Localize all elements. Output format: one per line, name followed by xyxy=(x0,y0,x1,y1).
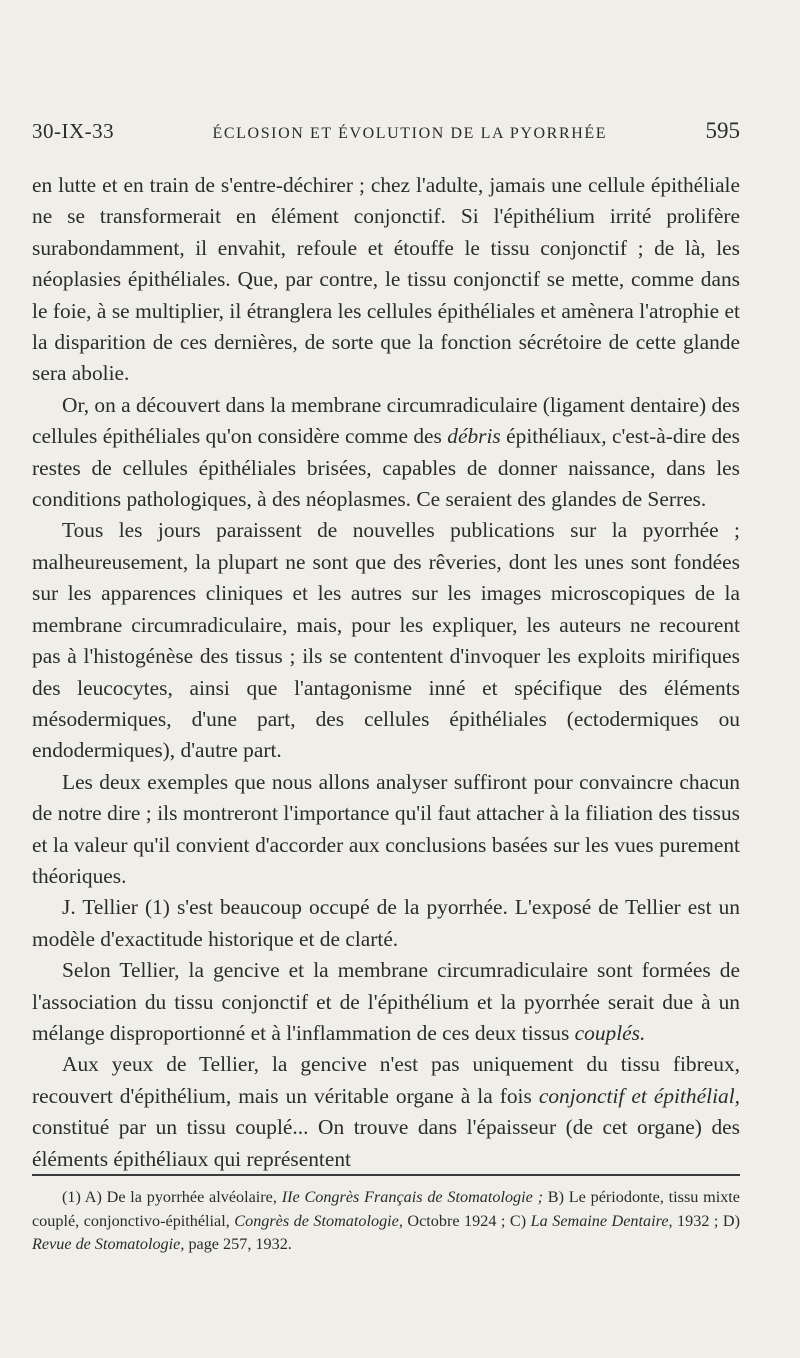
paragraph-1 xyxy=(32,170,740,390)
body-text xyxy=(32,170,740,1175)
paragraph-3 xyxy=(32,515,740,766)
header-date: 30-IX-33 xyxy=(32,119,115,143)
paragraph-4 xyxy=(32,767,740,893)
header-title: ÉCLOSION ET ÉVOLUTION DE LA PYORRHÉE xyxy=(212,125,608,142)
footnote-divider xyxy=(32,1174,740,1176)
running-header xyxy=(32,118,740,154)
page-number: 595 xyxy=(705,118,740,143)
paragraph-text: Or, on a découvert dans la membrane circumradiculaire (ligament dentaire) des cellules épithéliales qu'on considère comme des xyxy=(32,392,740,449)
paragraph-text: J. Tellier (1) s'est beaucoup occupé de la pyorrhée. L'exposé de Tellier est un modèle d'exactitude historique et de clarté. xyxy=(32,895,740,951)
paragraph-text: Aux yeux de Tellier, la gencive n'est pas uniquement du tissu fibreux, recouvert d'épithélium, mais un véritable organe à la fois xyxy=(32,1052,740,1108)
paragraph-text: en lutte et en train de s'entre-déchirer ; chez l'adulte, jamais une cellule épithéliale ne se transformerait en élément conjonctif. Si l'épithélium irrité prolifère surabondamment, il envahit, refoule et étouffe le tissu conjonctif ; de là, les néoplasies épithéliales. Que, par contre, le tissu conjonctif se mette, comme dans le foie, à se multiplier, il étranglera les cellules épithéliales et amènera l'atrophie et la disparition de ces dernières, de sorte que la fonction sécrétoire de cette glande sera abolie. xyxy=(32,173,740,386)
footnote-part: B) Le périodonte, tissu mixte couplé, conjonctivo-épithélial, xyxy=(32,1188,740,1230)
footnote-part: page 257, 1932. xyxy=(184,1235,292,1253)
footnote-text xyxy=(32,1186,740,1257)
footnote-part: 1932 ; D) xyxy=(672,1211,740,1230)
footnote-part: Octobre 1924 ; C) xyxy=(402,1211,531,1230)
paragraph-italic: couplés. xyxy=(574,1020,646,1045)
footnote xyxy=(32,1186,740,1257)
paragraph-2 xyxy=(32,390,740,516)
footnote-italic: Revue de Stomatologie, xyxy=(32,1235,185,1253)
footnote-italic: IIe Congrès Français de Stomatologie ; xyxy=(281,1188,543,1206)
paragraph-text: Tous les jours paraissent de nouvelles publications sur la pyorrhée ; malheureusement, la plupart ne sont que des rêveries, dont les unes sont fondées sur les apparences cliniques et les autres sur les images microscopiques de la membrane circumradiculaire, mais, pour les expliquer, les auteurs ne recourent pas à l'histogénèse des tissus ; ils se contentent d'invoquer les exploits mirifiques des leucocytes, ainsi que l'antagonisme inné et spécifique des éléments mésodermiques, d'une part, des cellules épithéliales (ectodermiques ou endodermiques), d'autre part. xyxy=(32,518,740,763)
paragraph-text: épithéliaux, c'est-à-dire des restes de cellules épithéliales brisées, capables de donner naissance, dans les conditions pathologiques, à des néoplasmes. Ce seraient des glandes de Serres. xyxy=(32,424,740,512)
paragraph-7 xyxy=(32,1049,740,1175)
paragraph-text: constitué par un tissu couplé... On trouve dans l'épaisseur (de cet organe) des éléments épithéliaux qui représentent xyxy=(32,1115,740,1171)
footnote-italic: La Semaine Dentaire, xyxy=(530,1211,673,1230)
footnote-part: (1) A) De la pyorrhée alvéolaire, xyxy=(62,1188,282,1206)
paragraph-text: Selon Tellier, la gencive et la membrane circumradiculaire sont formées de l'association du tissu conjonctif et de l'épithélium et la pyorrhée serait due à un mélange disproportionné et à l'inflammation de ces deux tissus xyxy=(32,958,740,1045)
paragraph-italic: débris xyxy=(447,424,501,449)
paragraph-text: Les deux exemples que nous allons analyser suffiront pour convaincre chacun de notre dire ; ils montreront l'importance qu'il faut attacher à la filiation des tissus et la valeur qu'il convient d'accorder aux conclusions basées sur les vues purement théoriques. xyxy=(32,769,740,888)
footnote-italic: Congrès de Stomatologie, xyxy=(234,1211,403,1230)
paragraph-6 xyxy=(32,955,740,1049)
paragraph-5 xyxy=(32,892,740,955)
paragraph-italic: conjonctif et épithélial, xyxy=(538,1083,740,1108)
